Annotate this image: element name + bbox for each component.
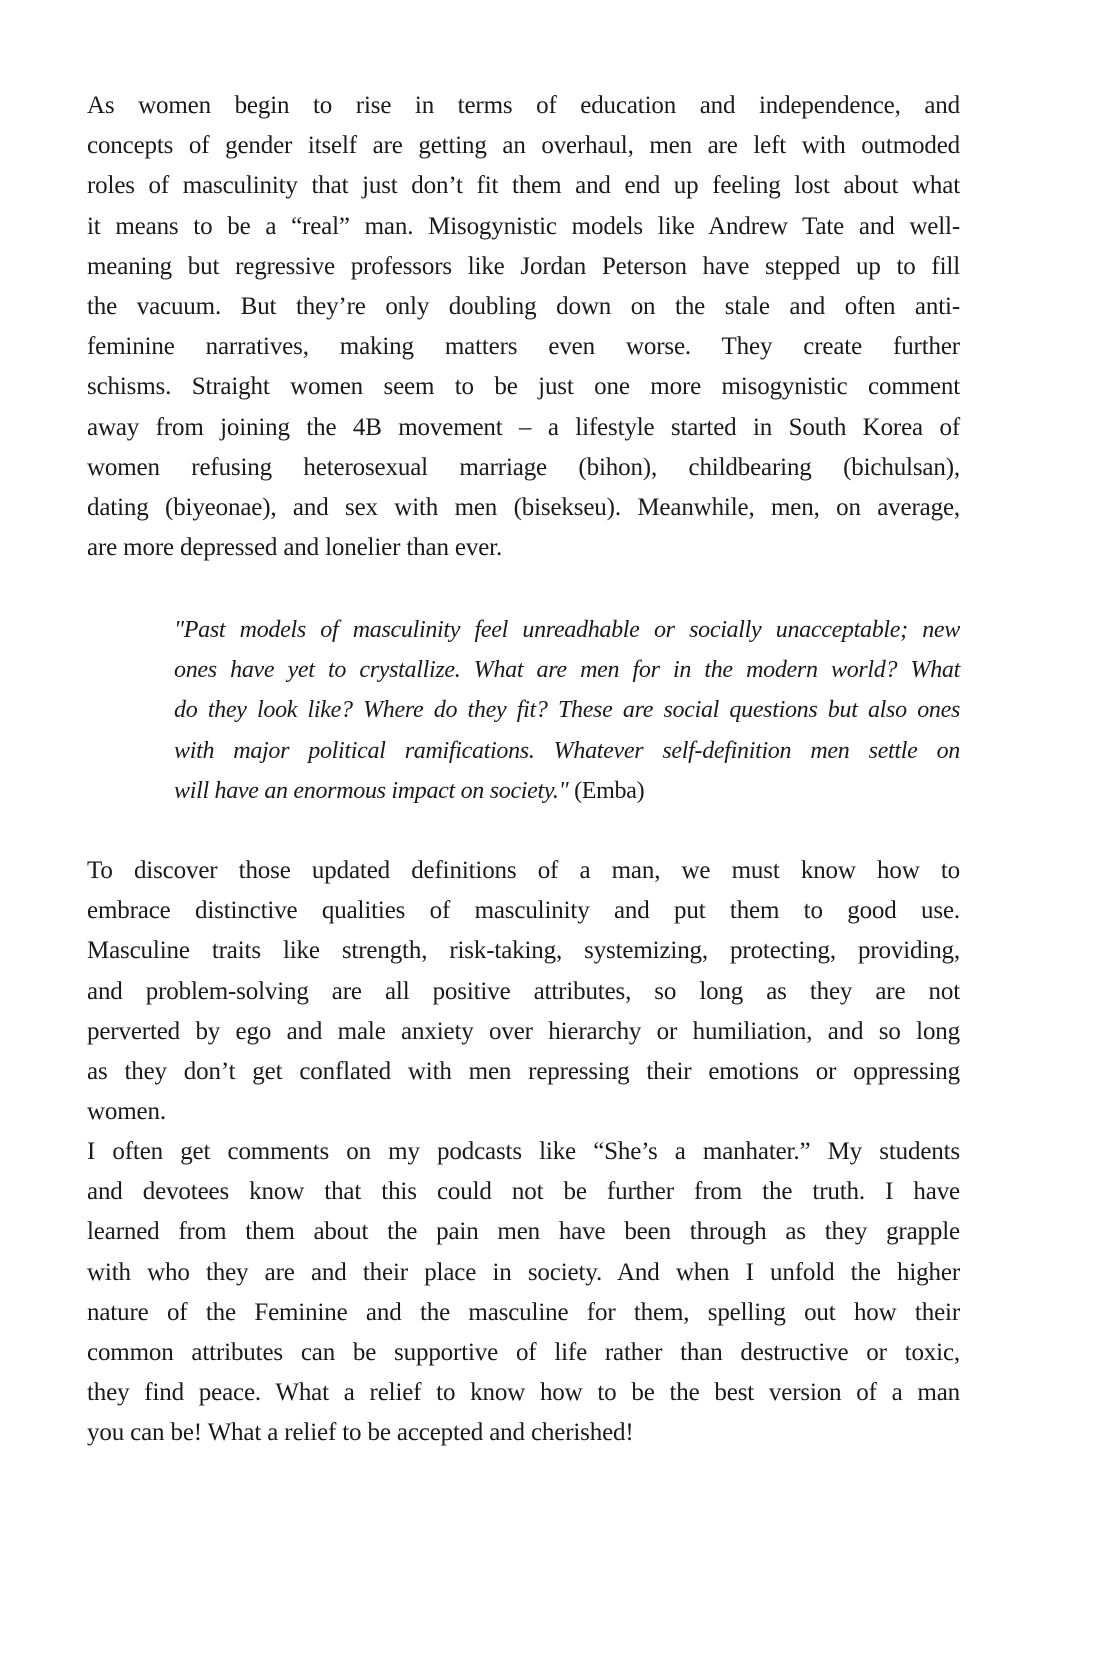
text-line: women. bbox=[87, 1098, 166, 1126]
text-line: with who they are and their place in society. And when I unfold the higher bbox=[87, 1258, 960, 1286]
text-line: common attributes can be supportive of life rather than destructive or toxic, bbox=[87, 1338, 960, 1366]
quote-text: will have an enormous impact on society." bbox=[174, 777, 569, 804]
paragraph-definitions bbox=[87, 851, 960, 1132]
text-line: they find peace. What a relief to know how to be the best version of a man bbox=[87, 1379, 960, 1407]
text-line: as they don’t get conflated with men repressing their emotions or oppressing bbox=[87, 1057, 960, 1085]
text-line: away from joining the 4B movement – a lifestyle started in South Korea of bbox=[87, 413, 960, 441]
quote-citation: (Emba) bbox=[568, 777, 645, 804]
text-line: are more depressed and lonelier than ever. bbox=[87, 534, 503, 562]
text-line: To discover those updated definitions of a man, we must know how to bbox=[87, 857, 960, 884]
text-line: feminine narratives, making matters even worse. They create further bbox=[87, 333, 960, 361]
quote-line-last bbox=[174, 771, 960, 811]
text-line: learned from them about the pain men have been through as they grapple bbox=[87, 1218, 960, 1246]
text-line: women refusing heterosexual marriage (bihon), childbearing (bichulsan), bbox=[87, 453, 960, 481]
quote-line: with major political ramifications. Whatever self-definition men settle on bbox=[174, 737, 960, 764]
paragraph-podcasts bbox=[87, 1132, 960, 1454]
text-line: perverted by ego and male anxiety over hierarchy or humiliation, and so long bbox=[87, 1017, 960, 1045]
text-line: As women begin to rise in terms of education and independence, and bbox=[87, 92, 960, 119]
text-line: schisms. Straight women seem to be just one more misogynistic comment bbox=[87, 373, 960, 401]
text-line: nature of the Feminine and the masculine for them, spelling out how their bbox=[87, 1298, 960, 1326]
text-line: it means to be a “real” man. Misogynistic models like Andrew Tate and well- bbox=[87, 212, 960, 240]
quote-line: "Past models of masculinity feel unreadhable or socially unacceptable; new bbox=[174, 617, 960, 643]
text-line: and problem-solving are all positive attributes, so long as they are not bbox=[87, 977, 960, 1005]
paragraph-intro bbox=[87, 86, 960, 568]
text-line: meaning but regressive professors like Jordan Peterson have stepped up to fill bbox=[87, 252, 960, 280]
text-line: concepts of gender itself are getting an overhaul, men are left with outmoded bbox=[87, 132, 960, 160]
text-line: the vacuum. But they’re only doubling down on the stale and often anti- bbox=[87, 292, 960, 320]
text-line: and devotees know that this could not be further from the truth. I have bbox=[87, 1178, 960, 1206]
text-line: roles of masculinity that just don’t fit them and end up feeling lost about what bbox=[87, 172, 960, 200]
text-line: you can be! What a relief to be accepted and cherished! bbox=[87, 1419, 634, 1447]
text-line: Masculine traits like strength, risk-taking, systemizing, protecting, providing, bbox=[87, 937, 960, 965]
text-line: I often get comments on my podcasts like “She’s a manhater.” My students bbox=[87, 1138, 960, 1165]
blockquote bbox=[174, 610, 960, 811]
quote-line: do they look like? Where do they fit? These are social questions but also ones bbox=[174, 697, 960, 724]
text-line: dating (biyeonae), and sex with men (bisekseu). Meanwhile, men, on average, bbox=[87, 493, 960, 521]
quote-line: ones have yet to crystallize. What are men for in the modern world? What bbox=[174, 657, 960, 684]
text-line: embrace distinctive qualities of masculinity and put them to good use. bbox=[87, 897, 960, 925]
